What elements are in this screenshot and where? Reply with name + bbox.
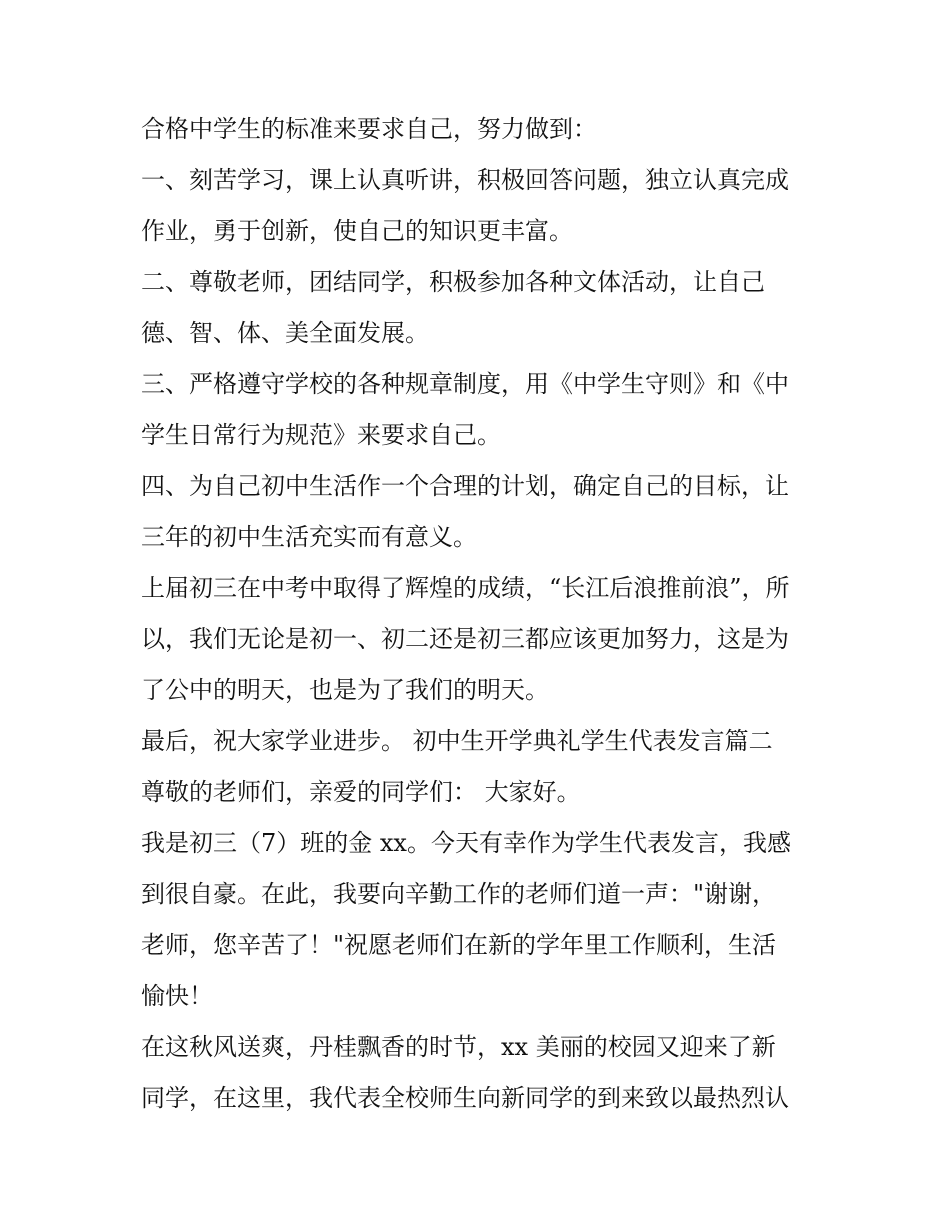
text-line: 作业，勇于创新，使自己的知识更丰富。 bbox=[141, 217, 573, 245]
text-line: 最后，祝大家学业进步。 初中生开学典礼学生代表发言篇二 bbox=[141, 727, 773, 755]
text-line: 尊敬的老师们，亲爱的同学们： 大家好。 bbox=[141, 778, 581, 806]
text-line: 在这秋风送爽，丹桂飘香的时节，xx 美丽的校园又迎来了新 bbox=[141, 1033, 776, 1061]
text-line: 同学，在这里，我代表全校师生向新同学的到来致以最热烈认 bbox=[141, 1084, 789, 1112]
text-line: 一、刻苦学习，课上认真听讲，积极回答问题，独立认真完成 bbox=[141, 166, 789, 194]
text-line: 二、尊敬老师，团结同学，积极参加各种文体活动，让自己 bbox=[141, 268, 765, 296]
text-line: 三、严格遵守学校的各种规章制度，用《中学生守则》和《中 bbox=[141, 370, 789, 398]
document-body bbox=[141, 104, 821, 1124]
text-line: 上届初三在中考中取得了辉煌的成绩，“长江后浪推前浪”，所 bbox=[141, 574, 790, 602]
text-line: 到很自豪。在此，我要向辛勤工作的老师们道一声："谢谢， bbox=[141, 880, 777, 908]
text-line: 四、为自己初中生活作一个合理的计划，确定自己的目标，让 bbox=[141, 472, 789, 500]
text-line: 学生日常行为规范》来要求自己。 bbox=[141, 421, 501, 449]
text-line: 以，我们无论是初一、初二还是初三都应该更加努力，这是为 bbox=[141, 625, 789, 653]
text-line: 三年的初中生活充实而有意义。 bbox=[141, 523, 477, 551]
text-line: 了公中的明天，也是为了我们的明天。 bbox=[141, 676, 549, 704]
text-line: 合格中学生的标准来要求自己，努力做到： bbox=[141, 115, 597, 143]
text-line: 我是初三（7）班的金 xx。今天有幸作为学生代表发言，我感 bbox=[141, 829, 791, 857]
text-line: 老师，您辛苦了！"祝愿老师们在新的学年里工作顺利，生活 bbox=[141, 931, 777, 959]
text-line: 愉快！ bbox=[141, 982, 213, 1010]
text-line: 德、智、体、美全面发展。 bbox=[141, 319, 429, 347]
